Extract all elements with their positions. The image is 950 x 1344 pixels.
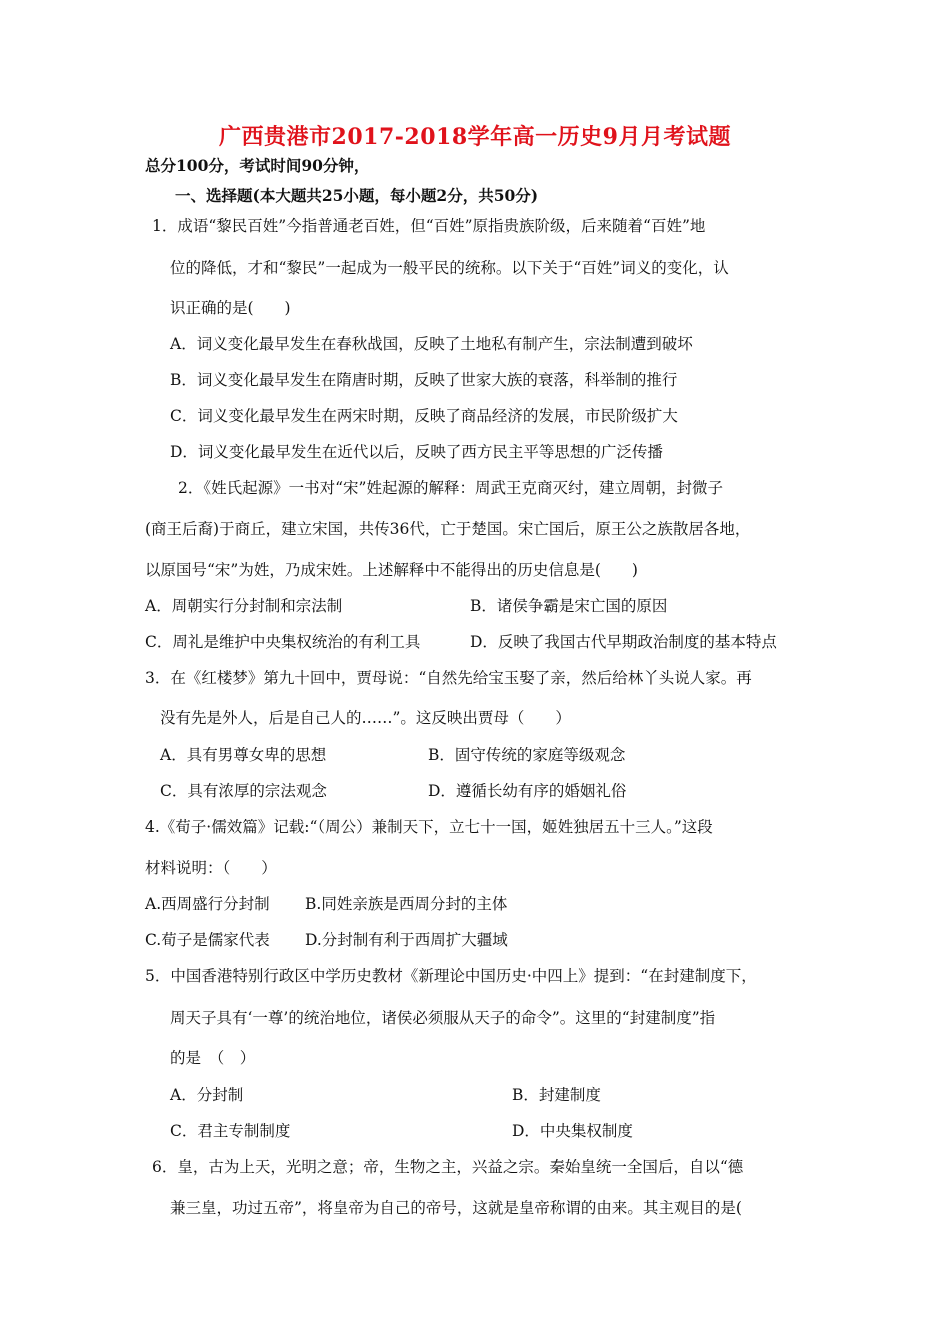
q5-line-3: 的是 （ ） xyxy=(170,1049,256,1067)
q3-option-b: B．固守传统的家庭等级观念 xyxy=(428,746,626,764)
q2-option-a: A．周朝实行分封制和宗法制 xyxy=(145,597,343,615)
q6-line-2: 兼三皇，功过五帝”，将皇帝为自己的帝号，这就是皇帝称谓的由来。其主观目的是( xyxy=(170,1199,742,1217)
q1-line-1: 1．成语“黎民百姓”今指普通老百姓，但“百姓”原指贵族阶级，后来随着“百姓”地 xyxy=(152,217,706,235)
q4-option-a: A.西周盛行分封制 xyxy=(145,895,270,913)
q6-line-1: 6．皇，古为上天，光明之意；帝，生物之主，兴益之宗。秦始皇统一全国后，自以“德 xyxy=(152,1158,744,1176)
q4-option-b: B.同姓亲族是西周分封的主体 xyxy=(305,895,508,913)
q3-option-a: A．具有男尊女卑的思想 xyxy=(160,746,327,764)
q2-option-d: D．反映了我国古代早期政治制度的基本特点 xyxy=(470,633,777,651)
q3-line-1: 3．在《红楼梦》第九十回中，贾母说：“自然先给宝玉娶了亲，然后给林丫头说人家。再 xyxy=(145,669,752,687)
q4-option-c: C.荀子是儒家代表 xyxy=(145,931,270,949)
q5-option-b: B．封建制度 xyxy=(512,1086,601,1104)
q4-line-1: 4.《荀子·儒效篇》记载:“（周公）兼制天下，立七十一国，姬姓独居五十三人。”这段 xyxy=(145,818,713,836)
q2-line-3: 以原国号“宋”为姓，乃成宋姓。上述解释中不能得出的历史信息是( ) xyxy=(145,561,638,579)
q2-option-b: B．诸侯争霸是宋亡国的原因 xyxy=(470,597,668,615)
q3-option-d: D．遵循长幼有序的婚姻礼俗 xyxy=(428,782,627,800)
q5-option-c: C．君主专制制度 xyxy=(170,1122,291,1140)
q5-line-1: 5．中国香港特别行政区中学历史教材《新理论中国历史·中四上》提到：“在封建制度下， xyxy=(145,967,757,985)
q2-line-2: (商王后裔)于商丘，建立宋国，共传36代，亡于楚国。宋亡国后，原王公之族散居各地， xyxy=(145,520,751,538)
q1-option-b: B．词义变化最早发生在隋唐时期，反映了世家大族的衰落，科举制的推行 xyxy=(170,371,678,389)
q1-option-c: C．词义变化最早发生在两宋时期，反映了商品经济的发展，市民阶级扩大 xyxy=(170,407,678,425)
q4-option-d: D.分封制有利于西周扩大疆域 xyxy=(305,931,508,949)
q1-option-d: D．词义变化最早发生在近代以后，反映了西方民主平等思想的广泛传播 xyxy=(170,443,663,461)
q5-line-2: 周天子具有‘一尊’的统治地位，诸侯必须服从天子的命令”。这里的“封建制度”指 xyxy=(170,1009,716,1027)
q1-option-a: A．词义变化最早发生在春秋战国，反映了土地私有制产生，宗法制遭到破坏 xyxy=(170,335,693,353)
exam-meta: 总分100分，考试时间90分钟， xyxy=(145,156,370,175)
section-heading: 一、选择题(本大题共25小题，每小题2分，共50分) xyxy=(175,186,539,205)
q4-line-2: 材料说明：（ ） xyxy=(145,859,277,877)
q5-option-a: A．分封制 xyxy=(170,1086,244,1104)
q2-line-1: 2．《姓氏起源》一书对“宋”姓起源的解释：周武王克商灭纣，建立周朝，封微子 xyxy=(178,479,723,497)
q3-line-2: 没有先是外人，后是自己人的……”。这反映出贾母（ ） xyxy=(160,709,571,727)
q5-option-d: D．中央集权制度 xyxy=(512,1122,633,1140)
q2-option-c: C．周礼是维护中央集权统治的有利工具 xyxy=(145,633,421,651)
q1-line-3: 识正确的是( ) xyxy=(170,299,291,317)
q3-option-c: C．具有浓厚的宗法观念 xyxy=(160,782,327,800)
q1-line-2: 位的降低，才和“黎民”一起成为一般平民的统称。以下关于“百姓”词义的变化，认 xyxy=(170,259,729,277)
exam-title: 广西贵港市2017-2018学年高一历史9月月考试题 xyxy=(219,124,731,150)
